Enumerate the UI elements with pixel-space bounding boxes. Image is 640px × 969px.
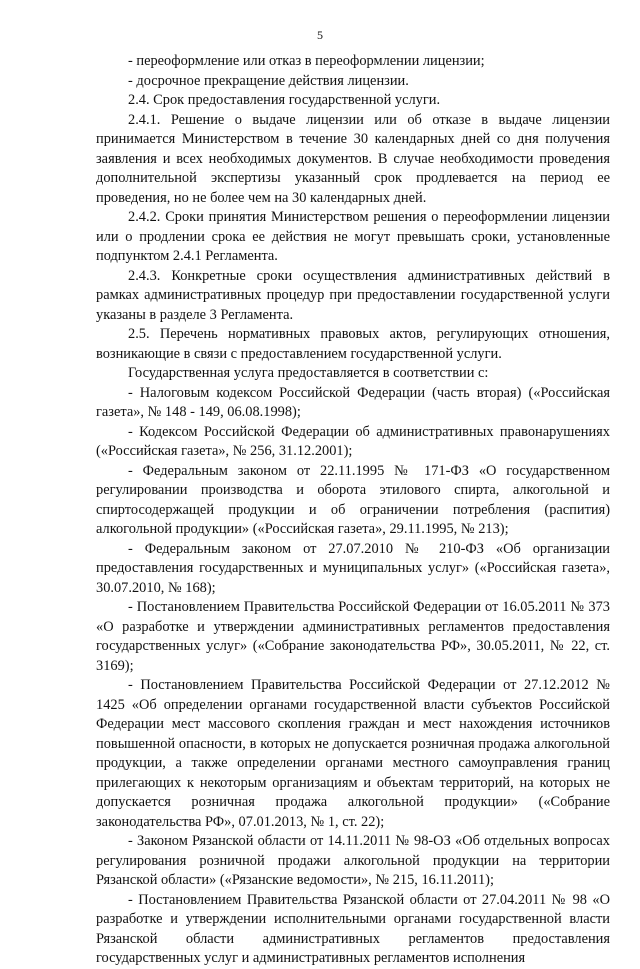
list-item-federal-law-171: - Федеральным законом от 22.11.1995 № 171-ФЗ «О государственном регулировании производства и оборота этилового спирта, алкогольной и спиртосодержащей продукции и об ограничении потребления (распития) алкогольной продукции» («Российская газета», 29.11.1995, № 213); [96,462,610,537]
list-item-regional-decree-98: - Постановлением Правительства Рязанской области от 27.04.2011 № 98 «О разработке и утверждении исполнительными органами государственной власти Рязанской области административных регламентов предоставления государственных услуг и административных регламентов исполнения [96,891,610,966]
list-item-tax-code: - Налоговым кодексом Российской Федерации (часть вторая) («Российская газета», № 148 - 149, 06.08.1998); [96,384,610,420]
paragraph-intro-list: Государственная услуга предоставляется в соответствии с: [128,365,489,381]
list-item-federal-law-210: - Федеральным законом от 27.07.2010 № 210-ФЗ «Об организации предоставления государственных и муниципальных услуг» («Российская газета», 30.07.2010, № 168); [96,540,610,596]
page-number: 5 [317,28,323,42]
document-body [96,52,610,969]
list-item-regional-law-98: - Законом Рязанской области от 14.11.2011 № 98-ОЗ «Об отдельных вопросах регулирования розничной продажи алкогольной продукции на территории Рязанской области» («Рязанские ведомости», № 215, 16.11.2011); [96,833,610,888]
section-heading-2-5: 2.5. Перечень нормативных правовых актов, регулирующих отношения, возникающие в связи с предоставлением государственной услуги. [96,326,610,362]
section-heading-2-4: 2.4. Срок предоставления государственной услуги. [128,92,441,108]
list-item-decree-1425: - Постановлением Правительства Российской Федерации от 27.12.2012 № 1425 «Об определении органами государственной власти субъектов Российской Федерации мест массового скопления граждан и мест нахождения источников повышенной опасности, в которых не допускается розничная продажа алкогольной продукции, а также определении органами местного самоуправления границ прилегающих к некоторым организациям и объектам территорий, на которых не допускается розничная продажа алкогольной продукции» («Собрание законодательства РФ», 07.01.2013, № 1, ст. 22); [96,677,610,830]
list-item-admin-code: - Кодексом Российской Федерации об административных правонарушениях («Российская газета», № 256, 31.12.2001); [96,423,610,459]
paragraph-2-4-3: 2.4.3. Конкретные сроки осуществления административных действий в рамках административных процедур при предоставлении государственной услуги указаны в разделе 3 Регламента. [96,267,610,323]
list-item-decree-373: - Постановлением Правительства Российской Федерации от 16.05.2011 № 373 «О разработке и утверждении административных регламентов предоставления государственных услуг» («Собрание законодательства РФ», 30.05.2011, № 22, ст. 3169); [96,599,610,674]
paragraph-2-4-1: 2.4.1. Решение о выдаче лицензии или об отказе в выдаче лицензии принимается Министерством в течение 30 календарных дней со дня получения заявления и всех необходимых документов. В случае необходимости проведения дополнительной экспертизы указанный срок продлевается на период ее проведения, но не более чем на 30 календарных дней. [96,111,610,206]
paragraph-item-reissue: - переоформление или отказ в переоформлении лицензии; [128,53,485,69]
paragraph-item-termination: - досрочное прекращение действия лицензии. [128,72,409,89]
paragraph-2-4-2: 2.4.2. Сроки принятия Министерством решения о переоформлении лицензии или о продлении срока ее действия не могут превышать сроки, установленные подпунктом 2.4.1 Регламента. [96,209,610,264]
